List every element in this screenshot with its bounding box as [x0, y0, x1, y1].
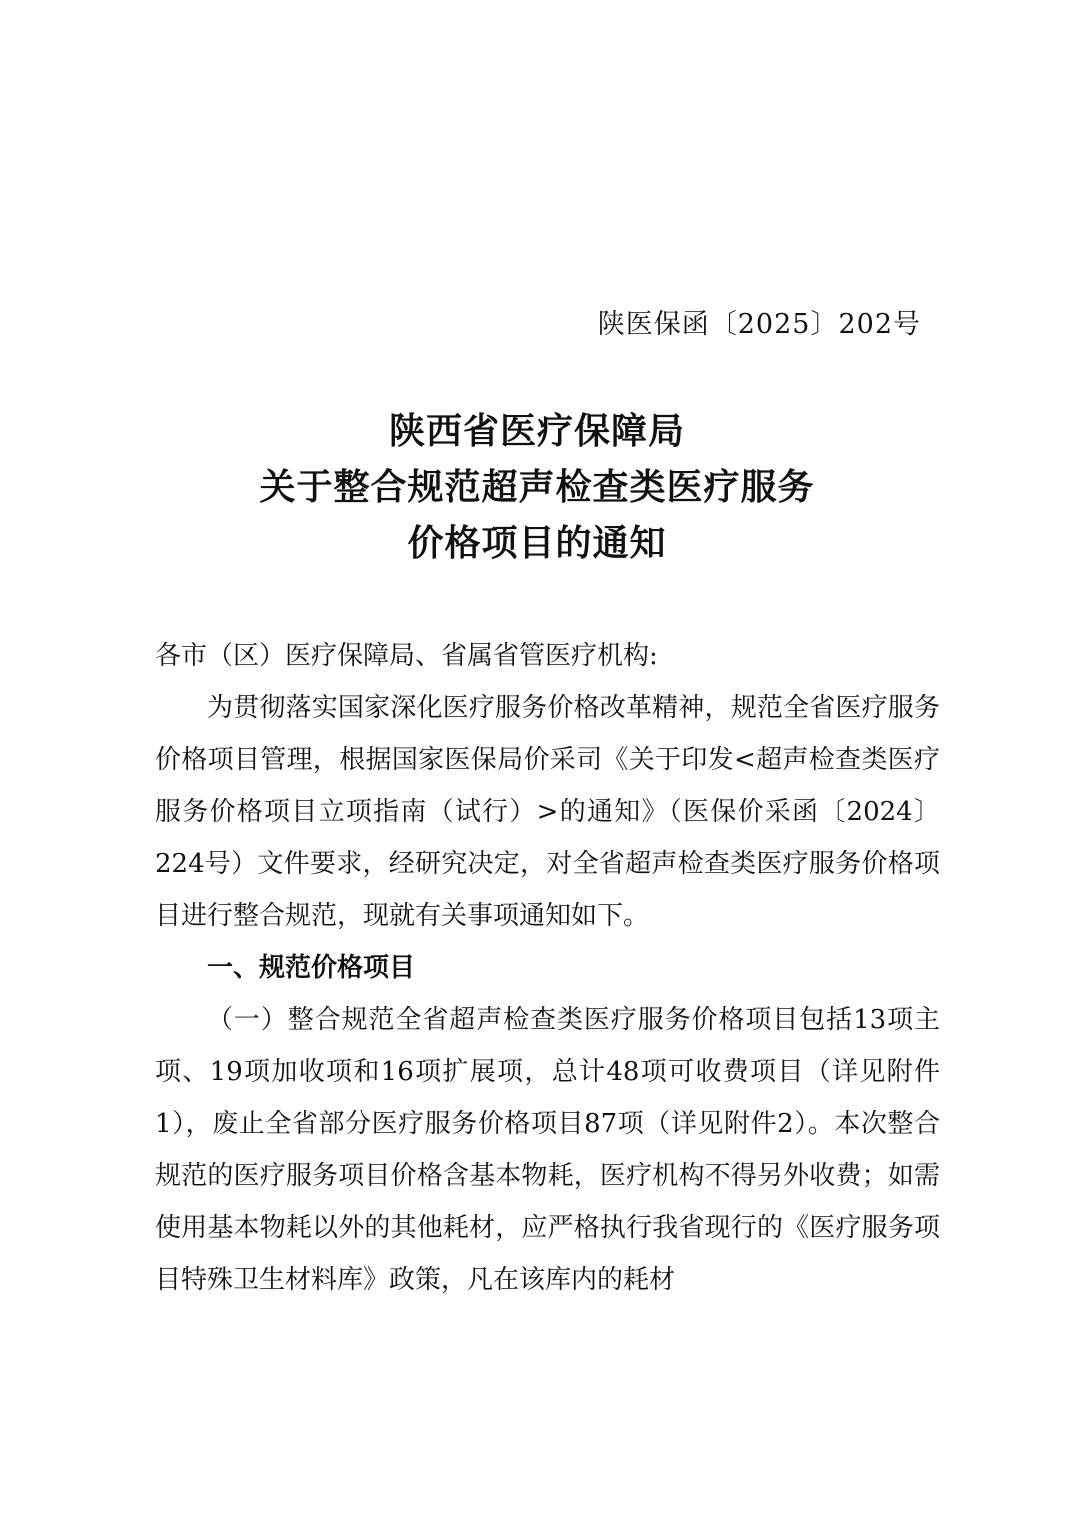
document-title [0, 404, 1074, 572]
salutation: 各市（区）医疗保障局、省属省管医疗机构: [155, 641, 658, 671]
intro-paragraph: 为贯彻落实国家深化医疗服务价格改革精神，规范全省医疗服务价格项目管理，根据国家医保局价采司《关于印发<超声检查类医疗服务价格项目立项指南（试行）>的通知》（医保价采函〔2024〕224号）文件要求，经研究决定，对全省超声检查类医疗服务价格项目进行整合规范，现就有关事项通知如下。 [155, 693, 940, 931]
title-line-2: 关于整合规范超声检查类医疗服务 [259, 467, 815, 508]
document-body [155, 630, 940, 1306]
title-line-1: 陕西省医疗保障局 [388, 411, 685, 452]
title-line-3: 价格项目的通知 [407, 523, 667, 564]
document-number: 陕医保函〔2025〕202号 [597, 309, 921, 340]
section-paragraph: （一）整合规范全省超声检查类医疗服务价格项目包括13项主项、19项加收项和16项扩展项，总计48项可收费项目（详见附件1），废止全省部分医疗服务价格项目87项（详见附件2）。本次整合规范的医疗服务项目价格含基本物耗，医疗机构不得另外收费；如需使用基本物耗以外的其他耗材，应严格执行我省现行的《医疗服务项目特殊卫生材料库》政策，凡在该库内的耗材 [155, 1005, 940, 1295]
section-heading: 一、规范价格项目 [207, 953, 416, 983]
